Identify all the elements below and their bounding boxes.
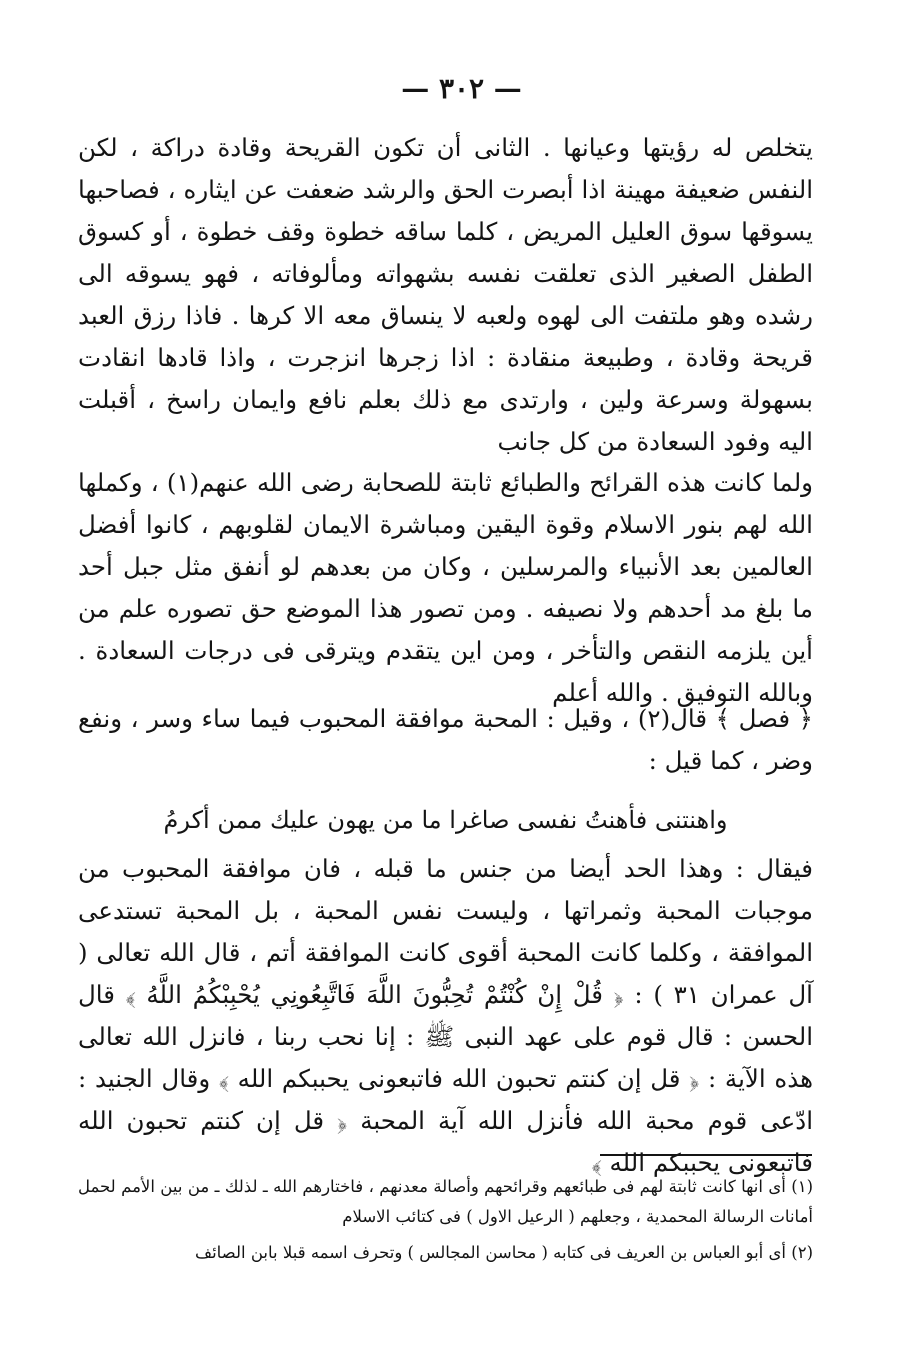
page-number: — ٣٠٢ —	[401, 72, 522, 105]
paragraph-3-section-heading	[78, 698, 813, 782]
paragraph-4-text: فيقال : وهذا الحد أيضا من جنس ما قبله ، فان موافقة المحبوب من موجبات المحبة وثمراتها ، وليست نفس المحبة ، بل المحبة تستدعى الموافقة ، وكلما كانت المحبة أقوى كانت الموافقة أتم ، قال الله تعالى ( آل عمران ٣١ ) : ﴿ قُلْ إِنْ كُنْتُمْ تُحِبُّونَ اللَّهَ فَاتَّبِعُونِي يُحْبِبْكُمُ اللَّهُ ﴾ قال الحسن : قال قوم على عهد النبى ﷺ : إنا نحب ربنا ، فانزل الله تعالى هذه الآية : ﴿ قل إن كنتم تحبون الله فاتبعونى يحببكم الله ﴾ وقال الجنيد : ادّعى قوم محبة الله فأنزل الله آية المحبة ﴿ قل إن كنتم تحبون الله فاتبعونى يحببكم الله ﴾	[78, 854, 813, 1177]
footnote-1: (١) أى انها كانت ثابتة لهم فى طبائعهم وقرائحهم وأصالة معدنهم ، فاختارهم الله ـ لذلك ـ من بين الأمم لحمل أمانات الرسالة المحمدية ، وجعلهم ( الرعيل الاول ) فى كتائب الاسلام	[78, 1177, 813, 1226]
paragraph-1	[78, 127, 813, 463]
paragraph-1-text: يتخلص له رؤيتها وعيانها . الثانى أن تكون القريحة وقادة دراكة ، لكن النفس ضعيفة مهينة اذا أبصرت الحق والرشد ضعفت عن ايثاره ، فصاحبها يسوقها سوق العليل المريض ، كلما ساقه خطوة وقف خطوة ، أو كسوق الطفل الصغير الذى تعلقت نفسه بشهواته ومألوفاته ، فهو يسوقه الى رشده وهو ملتفت الى لهوه ولعبه لا ينساق معه الا كرها . فاذا رزق العبد قريحة وقادة ، وطبيعة منقادة : اذا زجرها انزجرت ، واذا قادها انقادت بسهولة وسرعة ولين ، وارتدى مع ذلك بعلم نافع وايمان راسخ ، أقبلت اليه وفود السعادة من كل جانب	[78, 133, 813, 456]
footnote-2: (٢) أى أبو العباس بن العريف فى كتابه ( محاسن المجالس ) وتحرف اسمه قبلا بابن الصائف	[194, 1243, 813, 1262]
paragraph-2-text: ولما كانت هذه القرائح والطبائع ثابتة للصحابة رضى الله عنهم(١) ، وكملها الله لهم بنور الاسلام وقوة اليقين ومباشرة الايمان لقلوبهم ، كانوا أفضل العالمين بعد الأنبياء والمرسلين ، وكان من بعدهم لو أنفق مثل جبل أحد ما بلغ مد أحدهم ولا نصيفه . ومن تصور هذا الموضع حق تصوره علم من أين يلزمه النقص والتأخر ، ومن اين يتقدم ويترقى فى درجات السعادة . وبالله التوفيق . والله أعلم	[78, 468, 813, 707]
footnote-divider	[600, 1154, 812, 1156]
paragraph-2	[78, 462, 813, 714]
footnotes	[78, 1172, 813, 1274]
paragraph-4	[78, 848, 813, 1184]
paragraph-3-text: ﴿ فصل ﴾ قال(٢) ، وقيل : المحبة موافقة المحبوب فيما ساء وسر ، ونفع وضر ، كما قيل :	[78, 704, 814, 775]
poetry-verse: واهنتنى فأهنتُ نفسى صاغرا ما من يهون عليك ممن أكرمُ	[163, 806, 728, 834]
